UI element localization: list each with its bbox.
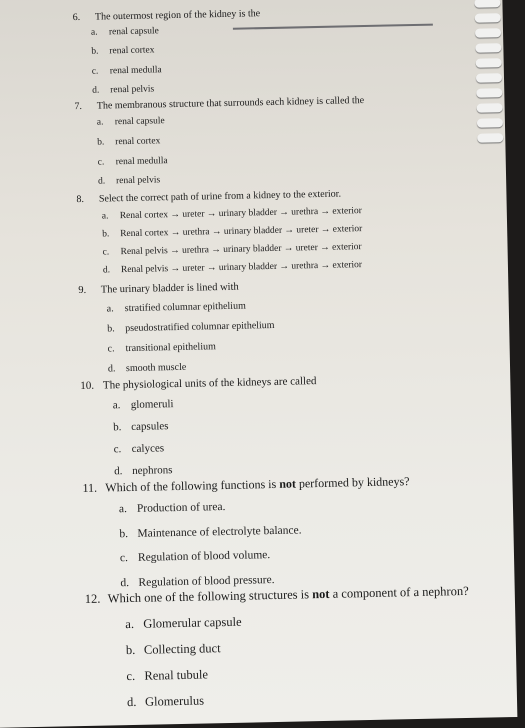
option-text: renal pelvis [115, 175, 161, 187]
option-letter: b. [91, 46, 99, 57]
option-letter: d. [97, 176, 106, 187]
option [107, 320, 275, 335]
option-letter: b. [125, 642, 136, 658]
question-number: 9. [78, 284, 87, 297]
question-number: 10. [80, 379, 95, 393]
option-letter: a. [101, 211, 109, 222]
option-text: glomeruli [130, 398, 174, 411]
option-text: Renal pelvis → ureter → urinary bladder → urethra → exterior [120, 260, 363, 276]
option-letter: a. [90, 27, 98, 38]
option-letter: d. [120, 577, 130, 590]
option [97, 116, 165, 127]
option-letter: b. [97, 137, 105, 148]
option [126, 641, 221, 658]
question-text-emphasis: not [279, 476, 297, 491]
option [97, 136, 160, 147]
option [92, 65, 162, 76]
option-text: Maintenance of electrolyte balance. [137, 524, 302, 540]
option-letter: c. [107, 343, 115, 355]
option-letter: c. [102, 247, 110, 258]
question-number: 11. [82, 480, 98, 496]
option-letter: b. [102, 229, 110, 240]
option [91, 26, 159, 37]
question-text-emphasis: not [311, 586, 330, 602]
option-text: Renal tubule [144, 667, 209, 683]
option [92, 84, 154, 95]
option-text: transitional epithelium [125, 341, 216, 355]
option [102, 206, 362, 221]
option-letter: d. [92, 85, 100, 96]
question-text: The outermost region of the kidney is the [94, 8, 261, 23]
question-11 [82, 474, 409, 496]
option-text: Renal cortex → urethra → urinary bladder → ureter → exterior [120, 224, 363, 240]
option-text: calyces [131, 442, 165, 455]
header-rule [233, 24, 433, 30]
option-letter: a. [125, 616, 135, 632]
option-text: Regulation of blood volume. [137, 549, 271, 564]
option-letter: b. [107, 323, 115, 335]
option [127, 694, 204, 711]
option-letter: a. [118, 503, 128, 516]
option-letter: a. [106, 303, 114, 315]
question-10 [80, 375, 316, 392]
option-text: smooth muscle [125, 361, 187, 375]
option [103, 260, 362, 275]
option-letter: c. [119, 552, 129, 565]
option [98, 156, 168, 167]
option-letter: c. [113, 443, 122, 456]
option [126, 667, 208, 684]
option-letter: d. [114, 465, 123, 478]
option-text: renal medulla [115, 156, 168, 168]
option-letter: d. [126, 694, 137, 710]
option-letter: c. [126, 668, 136, 684]
option [107, 301, 246, 315]
option-text: Glomerular capsule [143, 614, 242, 631]
option [120, 574, 274, 589]
question-text: a component of a nephron? [329, 583, 469, 601]
question-text: Which one of the following structures is [107, 587, 313, 606]
option [108, 362, 186, 375]
question-text: The membranous structure that surrounds each kidney is called the [96, 95, 365, 112]
option-letter: a. [112, 399, 121, 412]
question-text: performed by kidneys? [295, 474, 410, 491]
option [119, 501, 226, 515]
question-text: Select the correct path of urine from a kidney to the exterior. [98, 188, 342, 205]
option [102, 242, 361, 257]
option-letter: c. [91, 66, 99, 77]
question-text: The physiological units of the kidneys are called [102, 375, 317, 392]
option [113, 398, 174, 411]
question-text: Which of the following functions is [105, 476, 280, 495]
option [114, 442, 165, 455]
question-text: The urinary bladder is lined with [100, 281, 239, 296]
question-number: 6. [72, 11, 81, 24]
option-text: stratified columnar epithelium [124, 300, 246, 315]
option-text: renal capsule [114, 116, 165, 128]
option-text: renal capsule [108, 26, 159, 38]
option-text: Renal cortex → ureter → urinary bladder → urethra → exterior [119, 206, 363, 222]
question-9 [78, 282, 239, 296]
option-text: Renal pelvis → urethra → urinary bladder → ureter → exterior [120, 242, 362, 258]
question-6 [73, 8, 261, 23]
option-letter: d. [102, 265, 111, 276]
option-text: renal cortex [109, 45, 155, 57]
option [120, 549, 270, 564]
option [114, 464, 173, 477]
option-text: renal pelvis [110, 84, 155, 96]
option [119, 524, 301, 540]
option-text: nephrons [132, 464, 173, 477]
option-text: renal cortex [115, 136, 161, 148]
option-text: Production of urea. [136, 501, 226, 515]
option-text: Glomerulus [144, 693, 205, 709]
option [113, 420, 169, 433]
question-8 [76, 189, 341, 206]
option [125, 615, 242, 632]
option [102, 224, 362, 239]
option-text: pseudostratified columnar epithelium [125, 319, 275, 335]
spiral-binding [464, 0, 505, 128]
option-text: renal medulla [109, 65, 162, 77]
option-text: Collecting duct [143, 641, 221, 657]
question-number: 7. [74, 100, 83, 113]
option-letter: b. [119, 528, 129, 541]
option-text: Regulation of blood pressure. [138, 574, 275, 589]
question-number: 12. [84, 591, 101, 606]
option-letter: a. [96, 117, 104, 128]
option-text: capsules [131, 420, 169, 433]
option [107, 341, 215, 354]
option [91, 45, 154, 56]
option-letter: c. [97, 157, 105, 168]
question-number: 8. [76, 193, 85, 206]
question-7 [74, 95, 364, 112]
option-letter: d. [107, 363, 116, 375]
option [98, 175, 160, 186]
option-letter: b. [113, 421, 122, 434]
